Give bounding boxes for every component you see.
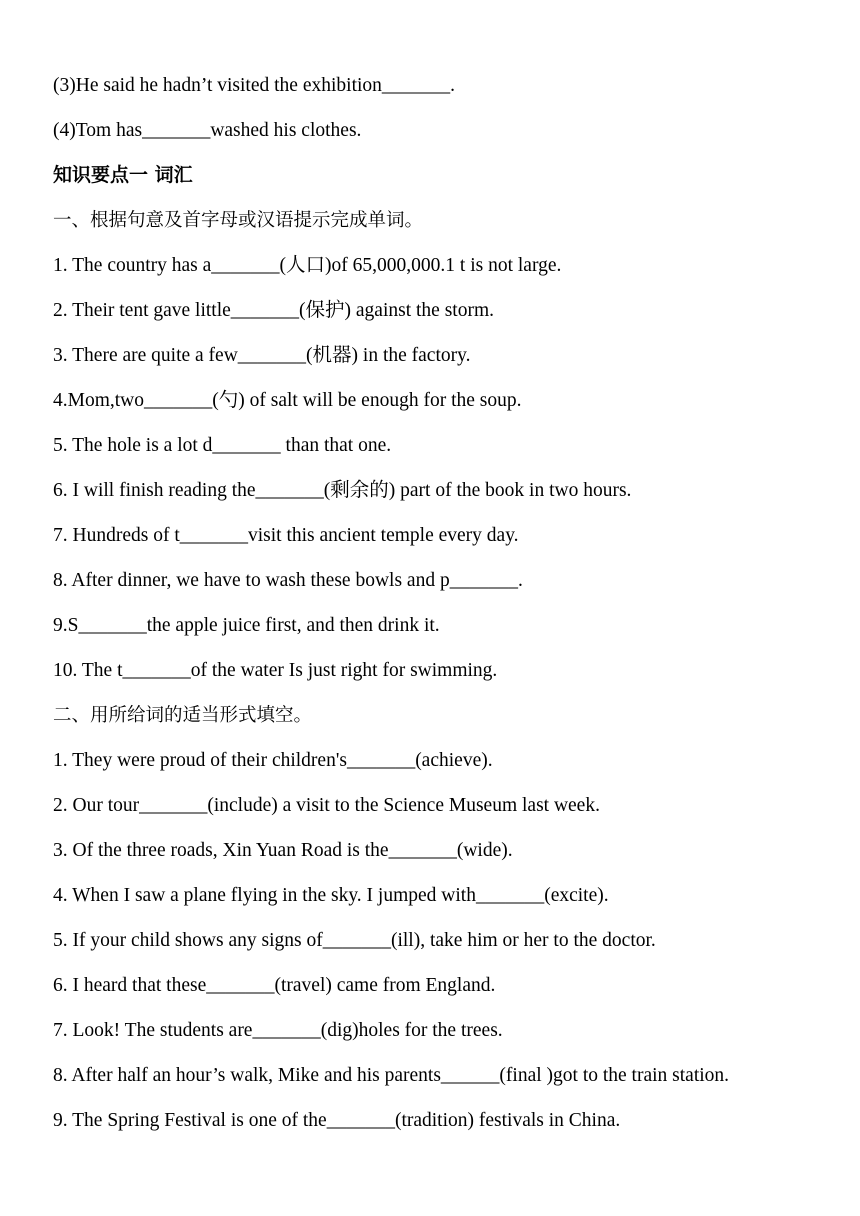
review-item-3: (3)He said he hadn’t visited the exhibition_______. [53,75,456,96]
part1-item-3: 3. There are quite a few_______(机器) in the factory. [53,345,471,366]
part2-item-7: 7. Look! The students are_______(dig)holes for the trees. [53,1020,503,1041]
worksheet-page [53,63,853,1143]
part2-item-9: 9. The Spring Festival is one of the_______(tradition) festivals in China. [53,1110,621,1131]
part2-item-3: 3. Of the three roads, Xin Yuan Road is the_______(wide). [53,840,513,861]
section-heading: 知识要点一 词汇 [53,164,193,186]
part2-item-2: 2. Our tour_______(include) a visit to the Science Museum last week. [53,795,600,816]
part2-item-1: 1. They were proud of their children's_______(achieve). [53,750,493,771]
part1-item-9: 9.S_______the apple juice first, and then drink it. [53,615,440,636]
part1-item-5: 5. The hole is a lot d_______ than that one. [53,435,392,456]
part1-item-8: 8. After dinner, we have to wash these bowls and p_______. [53,570,523,591]
part1-title: 一、根据句意及首字母或汉语提示完成单词。 [53,210,424,231]
part1-item-7: 7. Hundreds of t_______visit this ancient temple every day. [53,525,519,546]
part1-item-6: 6. I will finish reading the_______(剩余的) part of the book in two hours. [53,480,632,501]
part1-item-2: 2. Their tent gave little_______(保护) against the storm. [53,300,495,321]
part2-title: 二、用所给词的适当形式填空。 [53,705,313,726]
part1-item-10: 10. The t_______of the water Is just right for swimming. [53,660,498,681]
part1-item-1: 1. The country has a_______(人口)of 65,000,000.1 t is not large. [53,255,562,276]
part2-item-8: 8. After half an hour’s walk, Mike and his parents______(final )got to the train station. [53,1065,730,1086]
part2-item-4: 4. When I saw a plane flying in the sky. I jumped with_______(excite). [53,885,609,906]
part2-item-6: 6. I heard that these_______(travel) came from England. [53,975,496,996]
part1-item-4: 4.Mom,two_______(勺) of salt will be enough for the soup. [53,390,522,411]
part2-item-5: 5. If your child shows any signs of_______(ill), take him or her to the doctor. [53,930,656,951]
review-item-4: (4)Tom has_______washed his clothes. [53,120,362,141]
